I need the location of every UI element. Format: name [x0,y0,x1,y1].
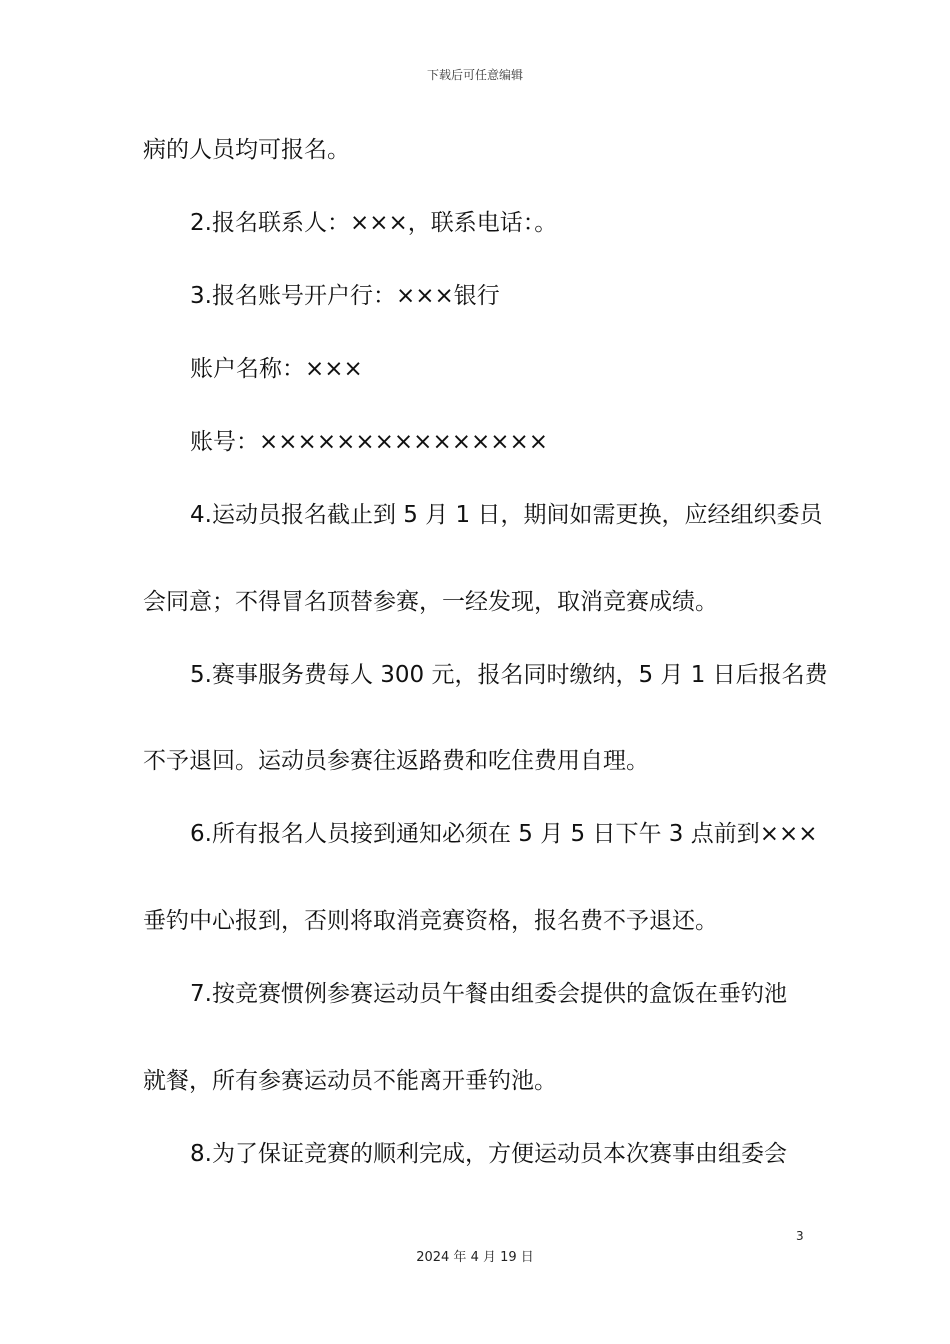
page-footer-date: 2024 年 4 月 19 日 [416,1250,534,1265]
paragraph-line: 不予退回。运动员参赛往返路费和吃住费用自理。 [143,748,649,774]
paragraph-line: 会同意；不得冒名顶替参赛，一经发现，取消竞赛成绩。 [143,589,718,615]
paragraph-line: 8.为了保证竞赛的顺利完成，方便运动员本次赛事由组委会 [190,1141,787,1167]
page-number: 3 [796,1229,804,1243]
paragraph-line: 账号：××××××××××××××× [190,429,549,455]
paragraph-line: 7.按竞赛惯例参赛运动员午餐由组委会提供的盒饭在垂钓池 [190,981,787,1007]
paragraph-line: 垂钓中心报到，否则将取消竞赛资格，报名费不予退还。 [143,908,718,934]
paragraph-line: 病的人员均可报名。 [143,137,350,163]
paragraph-line: 4.运动员报名截止到 5 月 1 日，期间如需更换，应经组织委员 [190,502,823,528]
paragraph-line: 6.所有报名人员接到通知必须在 5 月 5 日下午 3 点前到××× [190,821,818,847]
paragraph-line: 3.报名账号开户行：×××银行 [190,283,500,309]
paragraph-line: 5.赛事服务费每人 300 元，报名同时缴纳，5 月 1 日后报名费 [190,662,828,688]
page-header: 下载后可任意编辑 [426,68,523,82]
paragraph-line: 2.报名联系人：×××，联系电话：。 [190,210,558,236]
paragraph-line: 就餐，所有参赛运动员不能离开垂钓池。 [143,1068,557,1094]
paragraph-line: 账户名称：××× [190,356,363,382]
